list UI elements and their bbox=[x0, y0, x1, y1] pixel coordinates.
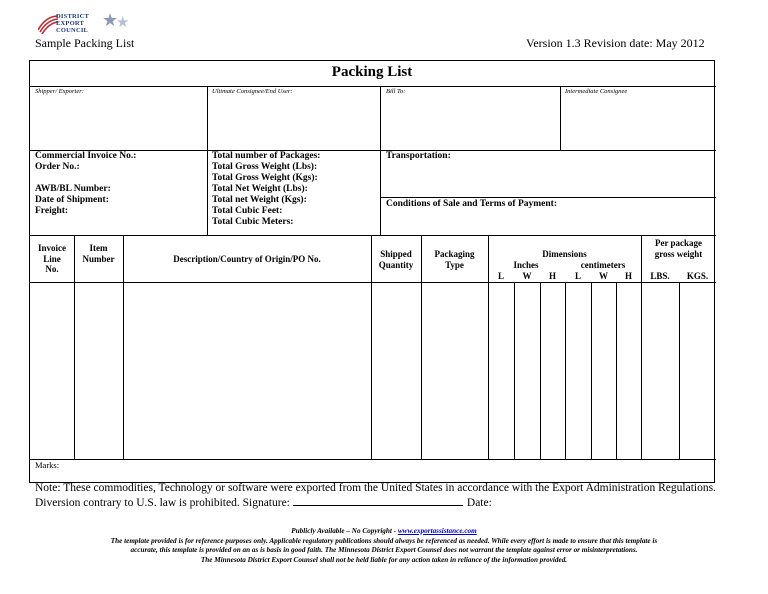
divider bbox=[560, 86, 561, 150]
diversion-signature-label: Diversion contrary to U.S. law is prohibited. Signature: bbox=[35, 497, 290, 509]
divider bbox=[30, 86, 716, 87]
invoice-line-no-header bbox=[30, 243, 74, 275]
logo-line-1: DISTRICT bbox=[56, 13, 90, 20]
divider bbox=[380, 197, 716, 198]
form-title: Packing List bbox=[331, 64, 413, 80]
shipper-exporter-label: Shipper/ Exporter: bbox=[35, 88, 84, 95]
district-export-council-logo bbox=[38, 12, 133, 38]
header-line: Shipped bbox=[380, 249, 412, 259]
logo-line-2: EXPORT bbox=[56, 20, 85, 27]
divider bbox=[123, 235, 124, 459]
logo-line-3: COUNCIL bbox=[56, 27, 89, 34]
header-line: Type bbox=[445, 259, 464, 270]
cm-length-header: L bbox=[574, 271, 581, 281]
document-subtitle: Sample Packing List bbox=[35, 36, 135, 50]
divider bbox=[30, 235, 716, 236]
transportation-label: Transportation: bbox=[386, 151, 451, 161]
divider bbox=[30, 459, 716, 460]
inches-length-header: L bbox=[497, 271, 504, 281]
divider bbox=[380, 86, 381, 235]
total-packages-label: Total number of Packages: bbox=[212, 151, 321, 161]
divider bbox=[565, 282, 566, 459]
centimeters-header: centimeters bbox=[580, 260, 626, 270]
inches-width-header: W bbox=[522, 271, 532, 281]
marks-label: Marks: bbox=[35, 460, 60, 470]
disclaimer-line-3: The Minnesota District Export Counsel shall not be held liable for any action taken in reliance of the information provided. bbox=[200, 555, 568, 564]
header-line: Per package bbox=[654, 238, 703, 248]
disclaimer-line-2: accurate, this template is provided on an as is basis in good faith. The Minnesota District Export Counsel does not warrant the template against error or misinterpretations. bbox=[130, 546, 638, 555]
per-package-weight-header bbox=[641, 238, 716, 259]
footer-copyright bbox=[40, 527, 728, 536]
header-line: Packaging bbox=[434, 249, 475, 259]
total-gross-weight-kgs-label: Total Gross Weight (Kgs): bbox=[212, 173, 318, 183]
packaging-type-header bbox=[421, 249, 488, 270]
divider bbox=[679, 282, 680, 459]
order-number-label: Order No.: bbox=[35, 162, 80, 172]
signature-line[interactable] bbox=[293, 495, 463, 506]
divider bbox=[616, 282, 617, 459]
inches-height-header: H bbox=[548, 271, 556, 281]
star-icon: ★ bbox=[116, 15, 130, 31]
total-gross-weight-lbs-label: Total Gross Weight (Lbs): bbox=[212, 162, 318, 172]
divider bbox=[540, 282, 541, 459]
kgs-header: KGS. bbox=[686, 271, 709, 281]
export-assistance-link[interactable]: www.exportassistance.com bbox=[397, 527, 477, 535]
item-number-header bbox=[74, 243, 123, 264]
divider bbox=[641, 235, 642, 459]
total-cubic-feet-label: Total Cubic Feet: bbox=[212, 206, 283, 216]
header-line: Line bbox=[43, 253, 61, 264]
star-icon: ★ bbox=[102, 10, 119, 30]
conditions-of-sale-label: Conditions of Sale and Terms of Payment: bbox=[386, 199, 558, 209]
total-net-weight-kgs-label: Total net Weight (Kgs): bbox=[212, 195, 307, 205]
header-line: No. bbox=[45, 264, 59, 274]
header-line: Quantity bbox=[378, 259, 414, 270]
disclaimer-text bbox=[40, 537, 728, 565]
total-cubic-meters-label: Total Cubic Meters: bbox=[212, 217, 294, 227]
commercial-invoice-label: Commercial Invoice No.: bbox=[35, 151, 137, 161]
header-line: Invoice bbox=[38, 243, 66, 253]
freight-label: Freight: bbox=[35, 206, 69, 216]
header-line: gross weight bbox=[654, 248, 703, 259]
shipped-quantity-header bbox=[371, 249, 421, 270]
copyright-text: Publicly Available – No Copyright - bbox=[291, 527, 398, 535]
note-line-2 bbox=[35, 495, 716, 510]
inches-header: Inches bbox=[513, 260, 539, 270]
lbs-header: LBS. bbox=[650, 271, 670, 281]
description-header: Description/Country of Origin/PO No. bbox=[173, 254, 321, 264]
date-label: Date: bbox=[466, 497, 492, 509]
divider bbox=[74, 235, 75, 459]
header-line: Item bbox=[89, 243, 108, 253]
total-net-weight-lbs-label: Total Net Weight (Lbs): bbox=[212, 184, 308, 194]
date-of-shipment-label: Date of Shipment: bbox=[35, 195, 109, 205]
divider bbox=[30, 282, 716, 283]
dimensions-header: Dimensions bbox=[542, 249, 587, 259]
version-info: Version 1.3 Revision date: May 2012 bbox=[526, 36, 705, 50]
divider bbox=[488, 235, 489, 459]
awb-bl-number-label: AWB/BL Number: bbox=[35, 184, 111, 194]
divider bbox=[591, 282, 592, 459]
cm-height-header: H bbox=[624, 271, 632, 281]
packing-list-form bbox=[29, 60, 715, 483]
note-line-1: Note: These commodities, Technology or software were exported from the United States in accordance with the Export Administration Regulations. bbox=[35, 482, 716, 494]
ultimate-consignee-label: Ultimate Consignee/End User: bbox=[212, 88, 293, 95]
flag-stripes-icon bbox=[38, 14, 58, 34]
disclaimer-line-1: The template provided is for reference purposes only. Applicable regulatory publications should always be referenced as needed. While every effort is made to ensure that this template is bbox=[110, 537, 658, 545]
export-note bbox=[35, 482, 716, 510]
cm-width-header: W bbox=[599, 271, 608, 281]
divider bbox=[207, 86, 208, 235]
header-line: Number bbox=[82, 253, 115, 264]
logo-text bbox=[56, 13, 89, 34]
bill-to-label: Bill To: bbox=[386, 88, 406, 95]
divider bbox=[514, 282, 515, 459]
intermediate-consignee-label: Intermediate Consignee bbox=[565, 88, 628, 95]
